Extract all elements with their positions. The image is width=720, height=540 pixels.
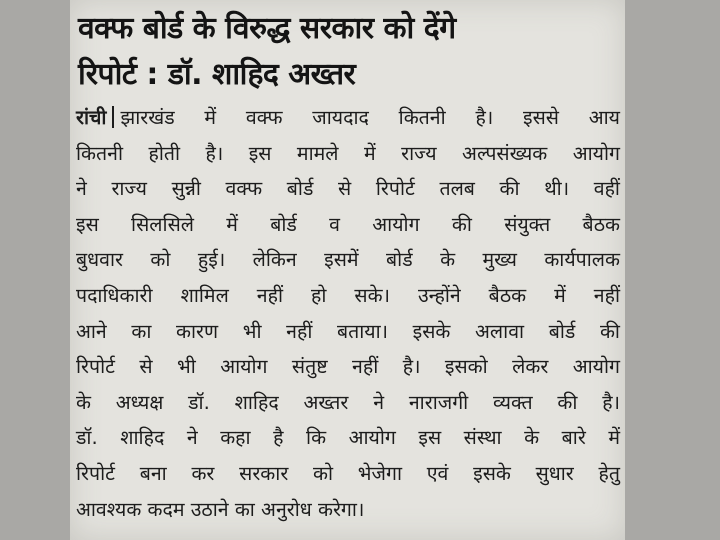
body-line-4: इस सिलसिले में बोर्ड व आयोग की संयुक्त बैठक [76,212,620,236]
headline-line-1: वक्फ बोर्ड के विरुद्ध सरकार को देंगे [78,11,456,46]
article-body [76,100,620,527]
body-line-10: डॉ. शाहिद ने कहा है कि आयोग इस संस्था के बारे में [76,426,620,450]
body-line-9: के अध्यक्ष डॉ. शाहिद अख्तर ने नाराजगी व्यक्त की है। [76,390,620,414]
body-line-3: ने राज्य सुन्नी वक्फ बोर्ड से रिपोर्ट तलब की थी। वहीं [76,177,620,201]
body-line-12: आवश्यक कदम उठाने का अनुरोध करेगा। [76,497,365,521]
newspaper-clipping [70,0,625,540]
body-line-7: आने का कारण भी नहीं बताया। इसके अलावा बोर्ड की [76,319,620,343]
body-line-6: पदाधिकारी शामिल नहीं हो सके। उन्होंने बैठक में नहीं [76,283,620,307]
first-line-text: झारखंड में वक्फ जायदाद कितनी है। इससे आय [120,106,620,129]
body-line-8: रिपोर्ट से भी आयोग संतुष्ट नहीं है। इसको लेकर आयोग [76,355,620,379]
body-line-5: बुधवार को हुई। लेकिन इसमें बोर्ड के मुख्य कार्यपालक [76,248,620,272]
body-line-2: कितनी होती है। इस मामले में राज्य अल्पसंख्यक आयोग [76,141,620,165]
headline [78,6,618,98]
dateline: रांची [76,106,107,129]
dateline-separator [112,106,114,128]
body-line-11: रिपोर्ट बना कर सरकार को भेजेगा एवं इसके सुधार हेतु [76,461,620,485]
body-line-1 [76,100,620,136]
headline-line-2: रिपोर्ट : डॉ. शाहिद अख्तर [78,57,356,92]
